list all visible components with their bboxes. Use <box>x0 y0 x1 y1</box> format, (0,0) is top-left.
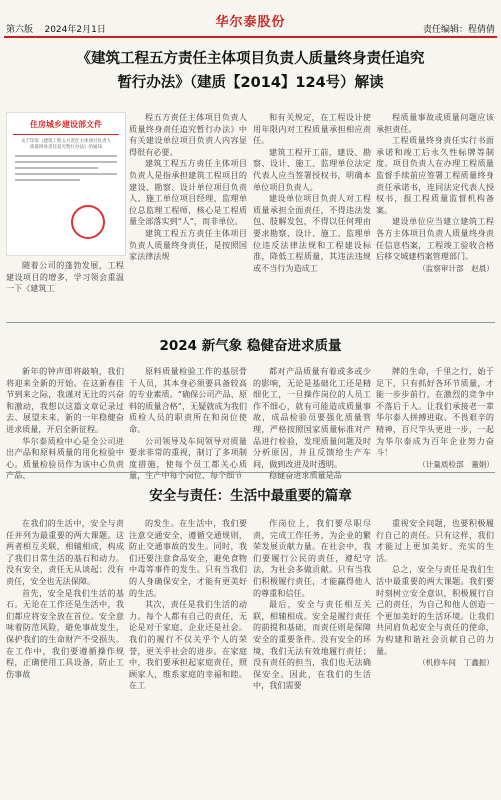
paragraph: 建设单位应当建立建筑工程各方主体项目负责人质量终身责任信息档案，工程竣工验收合格后移交城建档案管理部门。 <box>376 216 494 262</box>
paragraph: 随着公司的蓬勃发展，工程建设项目的增多，学习领会重温一下《建筑工 <box>6 260 124 294</box>
text-line <box>15 179 80 181</box>
article2-column-3 <box>253 366 371 481</box>
article1-title-line1: 《建筑工程五方责任主体项目负责人质量终身责任追究 <box>76 51 425 67</box>
paragraph: 原料质量检验工作的基层骨干人员，其本身必须要具备较高的专业素质。“确保公司产品、原料的质量合格”，无疑就成为我们质检人员的职责所在和岗位使命。 <box>129 366 247 434</box>
article2-title: 2024 新气象 稳健奋进求质量 <box>159 338 342 354</box>
paragraph: 程五方责任主体项目负责人质量终身责任追究暂行办法》中有关建设单位项目负责人内容显得很有必要。 <box>129 112 247 157</box>
paragraph: 建筑工程开工前，建设、勘察、设计、施工、监理单位法定代表人应当签署授权书，明确本单位项目负责人。 <box>253 146 371 192</box>
document-red-rule <box>13 134 119 135</box>
section-divider <box>6 472 495 473</box>
paragraph: 和有关规定，在工程设计使用年限内对工程质量承担相应责任。 <box>253 112 371 146</box>
paragraph: 稳健奋进求质量是品 <box>269 470 342 481</box>
article3-column-2 <box>129 518 247 794</box>
article3-title: 安全与责任：生活中最重要的篇章 <box>149 488 352 504</box>
document-image-title <box>13 139 119 151</box>
article2-column-1 <box>6 366 124 481</box>
paragraph: 总之，安全与责任是我们生活中最重要的两大课题。我们要时刻树立安全意识，积极履行自己的责任，为自己和他人创造一个更加美好的生活环境。让我们共同肩负起安全与责任的使命，为构建和谐社会贡献自己的力量。 <box>376 564 494 656</box>
paragraph: 都对产品质量有着或多或少的影响，无论是基础化工还是精细化工，一旦操作岗位的人员工作不细心，就有可能造成质量事故，成品检验员要强化质量管理，严格按照国家质量标准对产品进行检验，发现质量问题及时分析原因，并且反馈给生产车间，做到改进及时透明。 <box>253 366 371 469</box>
paragraph: 首先，安全是我们生活的基石。无论在工作还是生活中，我们都应将安全放在首位。安全意味着防范风险，避免事故发生，保护我们的生命财产不受损失。在工作中，我们要遵循操作规程，正确使用工具设备，防止工伤事故 <box>6 587 124 679</box>
document-image <box>6 112 126 256</box>
page-header <box>0 0 501 40</box>
document-image-line: 关于印发《建筑工程五方责任主体项目负责人 <box>21 139 111 144</box>
editor-info: 责任编辑：程倩倩 <box>422 25 495 35</box>
article1-signature: （监察审计部 赵晨） <box>418 263 494 273</box>
text-line <box>15 167 98 169</box>
official-seal <box>71 205 105 239</box>
article1-column-3 <box>253 112 371 312</box>
article2-column-2 <box>129 366 247 481</box>
article1-column-4 <box>376 112 494 312</box>
page-number: 第六版 <box>6 25 34 35</box>
section-divider <box>6 322 495 323</box>
paragraph: 在我们的生活中，安全与责任并列为最重要的两大课题。这两者相互关联，相辅相成，构成了我们日常生活的基石和动力。没有安全，责任无从谈起；没有责任，安全也无法保障。 <box>6 518 124 586</box>
article2-signature: （计量质检部 董娟） <box>418 459 494 469</box>
paragraph: 的发生。在生活中，我们要注意交通安全，遵循交通规则，防止交通事故的发生。同时，我们还要注意食品安全，避免食物中毒等事件的发生。只有当我们的人身确保安全，才能有更美好的生活。 <box>129 518 247 598</box>
article1-title-line2: 暂行办法》（建质【2014】124号）解读 <box>117 75 384 91</box>
text-line <box>15 161 117 163</box>
paragraph: 新年的钟声即将敲响，我们将迎来全新的开始。在这新春佳节到来之际，我谨对无比的兴奋和激动，我想以这篇文章记录过去、展望未来，新的一年稳健奋进求质量，开启全新征程。 <box>6 366 124 434</box>
paragraph: 重视安全问题，也要积极履行自己的责任。只有这样，我们才能过上更加美好、充实的生活。 <box>376 518 494 563</box>
article3-column-4 <box>376 518 494 794</box>
article3-signature: （机修车间 丁鑫振） <box>418 658 494 668</box>
text-line <box>15 173 117 175</box>
paragraph: 建筑工程五方责任主体项目负责人是指承担建筑工程项目的建设、勘察、设计单位项目负责人、施工单位项目经理、监理单位总监理工程师，核心是工程质量全部落实到“人”，而非单位。 <box>129 158 247 227</box>
paragraph: 华尔泰质检中心是全公司进出产品和原料质量的用化检验中心。质量检验员作为该中心负责产品、 <box>6 435 124 481</box>
document-image-line: 质量终身责任追究暂行办法》的通知 <box>30 145 102 150</box>
paragraph: 作岗位上，我们要尽职尽责，完成工作任务，为企业的繁荣发展贡献力量。在社会中，我们要履行公民的责任，遵纪守法，为社会多做贡献。只有当我们积极履行责任，才能赢得他人的尊重和信任。 <box>253 518 371 598</box>
article1-column-2 <box>129 112 247 312</box>
article2-column-4 <box>376 366 494 469</box>
article3-column-1 <box>6 518 124 794</box>
newspaper-logo: 华尔泰股份 <box>215 15 286 30</box>
paragraph: 建设单位项目负责人对工程质量承担全面责任，不得违法发包、肢解发包，不得以任何理由要求勘察、设计、施工、监理单位违反法律法规和工程建设标准，降低工程质量，其违法违规或不当行为造成工 <box>253 193 371 273</box>
paragraph: 建筑工程五方责任主体项目负责人质量终身责任，是按照国家法律法规 <box>129 227 247 262</box>
header-rule <box>4 36 497 38</box>
paragraph: 公司领导及车间领导对质量要求非常的重视，制订了多项制度措施，使每个员工都关心质量，生产中每个岗位、每个细节 <box>129 435 247 481</box>
paragraph: 牌的生命，千里之行，始于足下，只有抓好各环节质量，才能一步步前行，在激烈的竞争中不落后于人。让我们承接老一辈华尔泰人拼搏进取、不畏艰辛的精神，百尺竿头更进一步，一起为华尔泰成为百年企业努力奋斗！ <box>376 366 494 458</box>
paragraph: 工程质量终身责任实行书面承诺和竣工后永久性标牌等制度。项目负责人在办理工程质量监督手续前应签署工程质量终身责任承诺书，连同法定代表人授权书，报工程质量监督机构备案。 <box>376 135 494 215</box>
document-image-header: 住房城乡建设部文件 <box>30 120 102 129</box>
paragraph: 最后，安全与责任相互关联，相辅相成。安全是履行责任的前提和基础，而责任则是保障安全的重要条件。没有安全的环境，我们无法有效地履行责任；没有责任的担当，我们也无法确保安全。因此，在我们的生活中，我们需要 <box>253 599 371 691</box>
paragraph: 其次，责任是我们生活的动力。每个人都有自己的责任，无论是对于家庭、企业还是社会。我们的履行不仅关乎个人的荣誉，更关乎社会的进步。在家庭中，我们要承担起家庭责任，照顾家人，维系家庭的幸福和睦。在工 <box>129 599 247 691</box>
article3-column-3 <box>253 518 371 794</box>
article1-caption <box>6 260 124 310</box>
paragraph: 程质量事故或质量问题应该承担责任。 <box>376 112 494 134</box>
text-line <box>15 155 117 157</box>
issue-date: 2024年2月1日 <box>44 25 106 35</box>
issue-info <box>6 22 106 35</box>
